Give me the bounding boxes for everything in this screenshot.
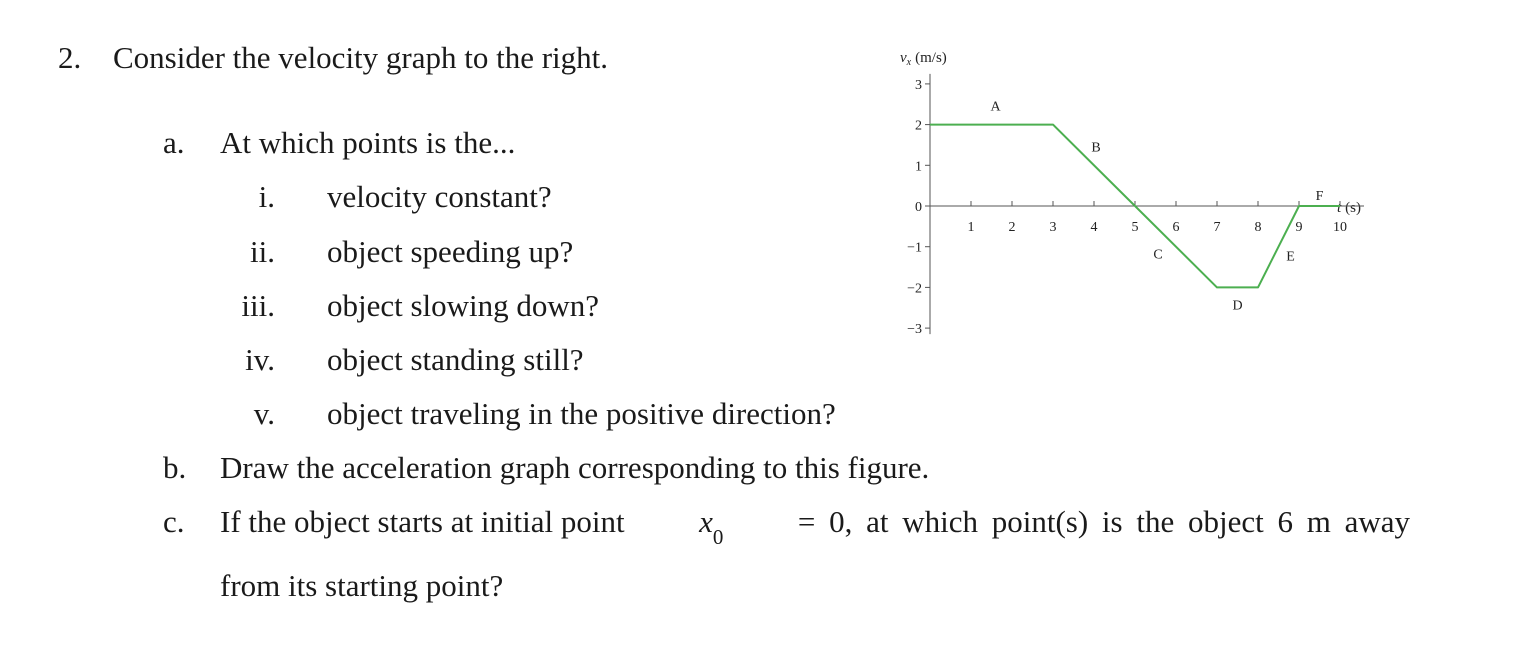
subpart-ii-label: ii. [250, 234, 275, 269]
y-tick-label: 0 [915, 200, 922, 215]
x-tick-label: 5 [1131, 220, 1139, 235]
x-axis-label [1337, 200, 1361, 216]
part-c-text-line2: from its starting point? [220, 568, 504, 603]
y-axis-label [900, 50, 947, 68]
x-tick-label: 6 [1172, 220, 1180, 235]
x-tick-label: 1 [967, 220, 975, 235]
subpart-iv-label: iv. [245, 342, 275, 377]
subpart-iv-text: object standing still? [327, 342, 584, 377]
velocity-graph [890, 40, 1370, 350]
y-axis-sub: x [906, 57, 912, 68]
part-c-text [220, 504, 1410, 549]
y-tick-label: −1 [907, 240, 922, 256]
x-tick-label: 2 [1008, 220, 1016, 235]
y-axis-var: v [900, 50, 907, 66]
y-tick-label: −2 [907, 281, 922, 297]
subpart-iii-text: object slowing down? [327, 288, 600, 323]
part-a-text: At which points is the... [220, 125, 516, 160]
position-variable: x [699, 504, 713, 539]
point-label-f: F [1315, 189, 1324, 204]
y-tick-label: −3 [907, 322, 922, 338]
subpart-i-text: velocity constant? [327, 179, 552, 214]
point-label-d: D [1232, 298, 1243, 314]
part-b-label: b. [163, 450, 187, 485]
chart-layer [907, 74, 1364, 337]
x-tick-label: 9 [1295, 220, 1303, 235]
y-tick-label: 1 [915, 159, 922, 175]
point-label-b: B [1091, 140, 1101, 156]
question-number: 2. [58, 40, 82, 75]
y-tick-label: 3 [915, 77, 922, 93]
x-axis-unit: (s) [1345, 200, 1361, 216]
point-label-e: E [1286, 249, 1295, 265]
part-c-text-before: If the object starts at initial point [220, 504, 625, 539]
part-c-label: c. [163, 504, 185, 539]
position-subscript: 0 [712, 525, 724, 549]
point-label-a: A [990, 99, 1001, 115]
x-tick-label: 3 [1049, 220, 1057, 235]
x-tick-label: 8 [1254, 220, 1262, 235]
part-a-label: a. [163, 125, 185, 160]
x-tick-label: 10 [1333, 220, 1347, 235]
question-prompt: Consider the velocity graph to the right. [113, 40, 609, 75]
subpart-v-label: v. [253, 396, 275, 431]
point-label-c: C [1153, 247, 1163, 263]
subpart-v-text: object traveling in the positive direction? [327, 396, 836, 431]
part-b-text: Draw the acceleration graph corresponding to this figure. [220, 450, 930, 485]
x-tick-label: 4 [1090, 220, 1098, 235]
part-c-text-after: = 0, at which point(s) is the object 6 m away [797, 504, 1410, 539]
y-axis-unit: (m/s) [915, 50, 947, 66]
initial-position-var [699, 504, 724, 549]
y-tick-label: 2 [915, 118, 922, 134]
subpart-iii-label: iii. [241, 288, 275, 323]
x-axis-var: t [1337, 200, 1342, 216]
x-tick-label: 7 [1213, 220, 1221, 235]
subpart-ii-text: object speeding up? [327, 234, 574, 269]
subpart-i-label: i. [258, 179, 275, 214]
